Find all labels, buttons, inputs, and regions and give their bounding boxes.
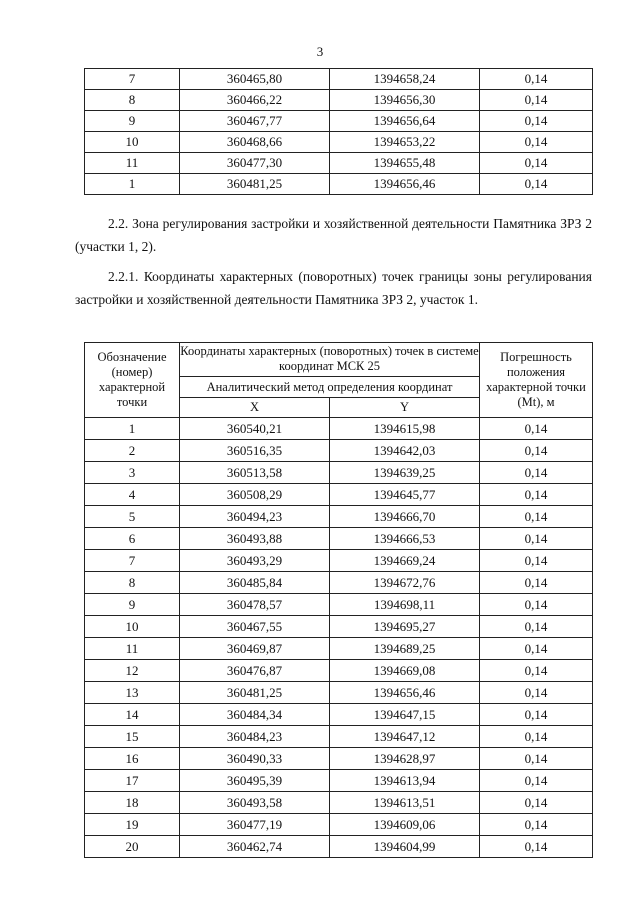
header-x: X xyxy=(180,398,330,418)
y-coordinate-cell: 1394666,70 xyxy=(330,506,480,528)
table-row xyxy=(85,792,593,814)
x-coordinate-cell: 360484,34 xyxy=(180,704,330,726)
x-coordinate-cell: 360493,88 xyxy=(180,528,330,550)
error-cell: 0,14 xyxy=(480,484,593,506)
x-coordinate-cell: 360494,23 xyxy=(180,506,330,528)
y-coordinate-cell: 1394653,22 xyxy=(330,132,480,153)
point-number-cell: 17 xyxy=(85,770,180,792)
x-coordinate-cell: 360465,80 xyxy=(180,69,330,90)
error-cell: 0,14 xyxy=(480,682,593,704)
y-coordinate-cell: 1394656,30 xyxy=(330,90,480,111)
table-row xyxy=(85,484,593,506)
header-method: Аналитический метод определения координат xyxy=(180,376,480,398)
y-coordinate-cell: 1394666,53 xyxy=(330,528,480,550)
y-coordinate-cell: 1394656,64 xyxy=(330,111,480,132)
header-point-number: Обозначение (номер) характерной точки xyxy=(85,343,180,418)
error-cell: 0,14 xyxy=(480,594,593,616)
table-row xyxy=(85,594,593,616)
y-coordinate-cell: 1394615,98 xyxy=(330,418,480,440)
point-number-cell: 8 xyxy=(85,90,180,111)
x-coordinate-cell: 360469,87 xyxy=(180,638,330,660)
y-coordinate-cell: 1394655,48 xyxy=(330,153,480,174)
point-number-cell: 19 xyxy=(85,814,180,836)
y-coordinate-cell: 1394669,08 xyxy=(330,660,480,682)
error-cell: 0,14 xyxy=(480,748,593,770)
point-number-cell: 14 xyxy=(85,704,180,726)
x-coordinate-cell: 360477,19 xyxy=(180,814,330,836)
error-cell: 0,14 xyxy=(480,132,593,153)
x-coordinate-cell: 360462,74 xyxy=(180,836,330,858)
x-coordinate-cell: 360478,57 xyxy=(180,594,330,616)
point-number-cell: 2 xyxy=(85,440,180,462)
error-cell: 0,14 xyxy=(480,726,593,748)
section-2-2-heading: 2.2. Зона регулирования застройки и хозяйственной деятельности Памятника ЗРЗ 2 (участки 1, 2). xyxy=(75,216,592,254)
x-coordinate-cell: 360467,55 xyxy=(180,616,330,638)
error-cell: 0,14 xyxy=(480,174,593,195)
y-coordinate-cell: 1394695,27 xyxy=(330,616,480,638)
x-coordinate-cell: 360493,58 xyxy=(180,792,330,814)
section-2-2-1-heading: 2.2.1. Координаты характерных (поворотных) точек границы зоны регулирования застройки и хозяйственной деятельности Памятника ЗРЗ 2, участок 1. xyxy=(75,269,592,307)
x-coordinate-cell: 360468,66 xyxy=(180,132,330,153)
y-coordinate-cell: 1394698,11 xyxy=(330,594,480,616)
table-row xyxy=(85,704,593,726)
x-coordinate-cell: 360481,25 xyxy=(180,682,330,704)
error-cell: 0,14 xyxy=(480,528,593,550)
error-cell: 0,14 xyxy=(480,90,593,111)
table-row xyxy=(85,660,593,682)
x-coordinate-cell: 360466,22 xyxy=(180,90,330,111)
table-row xyxy=(85,528,593,550)
y-coordinate-cell: 1394639,25 xyxy=(330,462,480,484)
x-coordinate-cell: 360484,23 xyxy=(180,726,330,748)
table-row xyxy=(85,748,593,770)
x-coordinate-cell: 360495,39 xyxy=(180,770,330,792)
error-cell: 0,14 xyxy=(480,111,593,132)
error-cell: 0,14 xyxy=(480,638,593,660)
point-number-cell: 7 xyxy=(85,69,180,90)
page-number: 3 xyxy=(316,44,324,59)
point-number-cell: 3 xyxy=(85,462,180,484)
error-cell: 0,14 xyxy=(480,572,593,594)
table-row xyxy=(85,111,593,132)
error-cell: 0,14 xyxy=(480,153,593,174)
table-row xyxy=(85,726,593,748)
table-row xyxy=(85,90,593,111)
table-row xyxy=(85,814,593,836)
error-cell: 0,14 xyxy=(480,550,593,572)
table-row xyxy=(85,836,593,858)
x-coordinate-cell: 360485,84 xyxy=(180,572,330,594)
point-number-cell: 10 xyxy=(85,132,180,153)
point-number-cell: 9 xyxy=(85,111,180,132)
y-coordinate-cell: 1394604,99 xyxy=(330,836,480,858)
table-row xyxy=(85,506,593,528)
error-cell: 0,14 xyxy=(480,660,593,682)
point-number-cell: 20 xyxy=(85,836,180,858)
coordinates-table xyxy=(84,342,593,858)
header-error: Погрешность положения характерной точки (Mt), м xyxy=(480,343,593,418)
error-cell: 0,14 xyxy=(480,440,593,462)
error-cell: 0,14 xyxy=(480,506,593,528)
header-coordinates: Координаты характерных (поворотных) точек в системе координат МСК 25 xyxy=(180,343,480,377)
error-cell: 0,14 xyxy=(480,770,593,792)
y-coordinate-cell: 1394609,06 xyxy=(330,814,480,836)
table-row xyxy=(85,572,593,594)
x-coordinate-cell: 360508,29 xyxy=(180,484,330,506)
y-coordinate-cell: 1394628,97 xyxy=(330,748,480,770)
x-coordinate-cell: 360481,25 xyxy=(180,174,330,195)
table-row xyxy=(85,770,593,792)
point-number-cell: 9 xyxy=(85,594,180,616)
y-coordinate-cell: 1394613,94 xyxy=(330,770,480,792)
error-cell: 0,14 xyxy=(480,418,593,440)
table-row xyxy=(85,69,593,90)
y-coordinate-cell: 1394669,24 xyxy=(330,550,480,572)
y-coordinate-cell: 1394672,76 xyxy=(330,572,480,594)
point-number-cell: 11 xyxy=(85,638,180,660)
error-cell: 0,14 xyxy=(480,704,593,726)
error-cell: 0,14 xyxy=(480,462,593,484)
x-coordinate-cell: 360516,35 xyxy=(180,440,330,462)
point-number-cell: 5 xyxy=(85,506,180,528)
table-row xyxy=(85,682,593,704)
point-number-cell: 13 xyxy=(85,682,180,704)
y-coordinate-cell: 1394689,25 xyxy=(330,638,480,660)
point-number-cell: 15 xyxy=(85,726,180,748)
table-row xyxy=(85,132,593,153)
y-coordinate-cell: 1394658,24 xyxy=(330,69,480,90)
error-cell: 0,14 xyxy=(480,836,593,858)
x-coordinate-cell: 360467,77 xyxy=(180,111,330,132)
table-row xyxy=(85,550,593,572)
header-y: Y xyxy=(330,398,480,418)
point-number-cell: 4 xyxy=(85,484,180,506)
error-cell: 0,14 xyxy=(480,616,593,638)
error-cell: 0,14 xyxy=(480,814,593,836)
table-row xyxy=(85,440,593,462)
x-coordinate-cell: 360540,21 xyxy=(180,418,330,440)
x-coordinate-cell: 360477,30 xyxy=(180,153,330,174)
point-number-cell: 11 xyxy=(85,153,180,174)
point-number-cell: 6 xyxy=(85,528,180,550)
point-number-cell: 1 xyxy=(85,418,180,440)
point-number-cell: 16 xyxy=(85,748,180,770)
point-number-cell: 12 xyxy=(85,660,180,682)
x-coordinate-cell: 360513,58 xyxy=(180,462,330,484)
table-row xyxy=(85,462,593,484)
x-coordinate-cell: 360493,29 xyxy=(180,550,330,572)
y-coordinate-cell: 1394613,51 xyxy=(330,792,480,814)
y-coordinate-cell: 1394656,46 xyxy=(330,682,480,704)
y-coordinate-cell: 1394642,03 xyxy=(330,440,480,462)
point-number-cell: 1 xyxy=(85,174,180,195)
coordinates-table-continued xyxy=(84,68,593,195)
point-number-cell: 18 xyxy=(85,792,180,814)
y-coordinate-cell: 1394645,77 xyxy=(330,484,480,506)
point-number-cell: 8 xyxy=(85,572,180,594)
table-row xyxy=(85,174,593,195)
y-coordinate-cell: 1394656,46 xyxy=(330,174,480,195)
error-cell: 0,14 xyxy=(480,792,593,814)
table-row xyxy=(85,418,593,440)
y-coordinate-cell: 1394647,15 xyxy=(330,704,480,726)
table-row xyxy=(85,153,593,174)
point-number-cell: 10 xyxy=(85,616,180,638)
x-coordinate-cell: 360476,87 xyxy=(180,660,330,682)
table-row xyxy=(85,638,593,660)
error-cell: 0,14 xyxy=(480,69,593,90)
x-coordinate-cell: 360490,33 xyxy=(180,748,330,770)
point-number-cell: 7 xyxy=(85,550,180,572)
y-coordinate-cell: 1394647,12 xyxy=(330,726,480,748)
table-row xyxy=(85,616,593,638)
